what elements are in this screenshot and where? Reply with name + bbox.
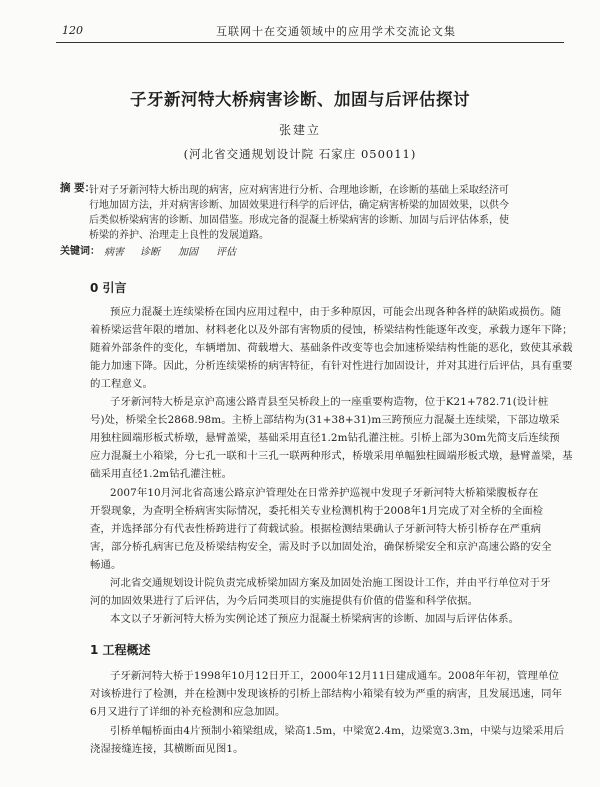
abstract-label: 摘 要：: [60, 182, 96, 194]
body-line: 着桥梁运营年限的增加、材料老化以及外部有害物质的侵蚀，桥梁结构性能逐年改变，承载力逐年下降；: [90, 324, 573, 336]
body-line: 用独柱圆端形板式桥墩，悬臂盖梁，基础采用直径1.2m钻孔灌注桩。引桥上部为30m先简支后连续预: [90, 432, 560, 444]
body-line: 子牙新河特大桥是京沪高速公路青县至吴桥段上的一座重要构造物，位于K21+782.71(设计桩: [110, 396, 549, 408]
body-line: 子牙新河特大桥于1998年10月12日开工，2000年12月11日建成通车。2008年年初，管理单位: [110, 670, 559, 682]
author-affiliation: (河北省交通规划设计院 石家庄 050011): [183, 147, 417, 161]
section-heading-intro: 0 引言: [90, 281, 127, 295]
abstract-line: 针对子牙新河特大桥出现的病害，应对病害进行分析、合理地诊断，在诊断的基础上采取经济可: [89, 185, 509, 196]
body-line: 对该桥进行了检测，并在检测中发现该桥的引桥上部结构小箱梁有较为严重的病害，且发展迅速，同年: [90, 688, 563, 700]
abstract-line: 后类似桥梁病害的诊断、加固借鉴。形成完备的混凝土桥梁病害的诊断、加固与后评估体系，使: [89, 215, 509, 226]
body-line: 预应力混凝土连续梁桥在国内应用过程中，由于多种原因，可能会出现各种各样的缺陷或损伤。随: [110, 306, 562, 318]
body-line: 引桥单幅桥面由4片预制小箱梁组成，梁高1.5m，中梁宽2.4m，边梁宽3.3m，中梁与边梁采用后: [110, 725, 565, 737]
section-heading-overview: 1 工程概述: [90, 643, 151, 657]
paper-title: 子牙新河特大桥病害诊断、加固与后评估探讨: [130, 90, 470, 109]
body-line: 浇湿接缝连接，其横断面见图1。: [90, 743, 244, 755]
body-line: 畅通。: [90, 559, 122, 571]
keyword: 评估: [216, 247, 236, 258]
body-line: 能力加速下降。因此，分析连续梁桥的病害特征，有针对性进行加固设计，并对其进行后评估，具有重要: [90, 360, 573, 372]
keyword: 加固: [178, 247, 198, 258]
page-number: 120: [62, 24, 83, 37]
body-line: 2007年10月河北省高速公路京沪管理处在日常养护巡视中发现子牙新河特大桥箱梁腹板存在: [110, 487, 539, 499]
body-line: 本文以子牙新河特大桥为实例论述了预应力混凝土桥梁病害的诊断、加固与后评估体系。: [110, 613, 520, 625]
keyword: 病害: [104, 247, 124, 258]
abstract-line: 桥梁的养护、治理走上良性的发展道路。: [89, 230, 269, 241]
body-line: 河的加固效果进行了后评估，为今后同类项目的实施提供有价值的借鉴和科学依据。: [90, 595, 479, 607]
body-line: 害，部分桥孔病害已危及桥梁结构安全，需及时予以加固处治，确保桥梁安全和京沪高速公路的安全: [90, 541, 552, 553]
body-line: 号)处，桥梁全长2868.98m。主桥上部结构为(31+38+31)m三跨预应力混凝土连续梁，下部边墩采: [90, 414, 560, 426]
body-line: 的工程意义。: [90, 378, 153, 390]
abstract-line: 行地加固方法，并对病害诊断、加固效果进行科学的后评估，确定病害桥梁的加固效果，以供今: [89, 200, 509, 211]
body-line: 河北省交通规划设计院负责完成桥梁加固方案及加固处治施工图设计工作，并由平行单位对于牙: [110, 577, 551, 589]
body-line: 开裂现象，为查明全桥病害实际情况，委托相关专业检测机构于2008年1月完成了对全桥的全面检: [90, 505, 544, 517]
body-line: 随着外部条件的变化，车辆增加、荷载增大、基础条件改变等也会加速桥梁结构性能的恶化，致使其承载: [90, 342, 573, 354]
body-line: 查，并选择部分有代表性桥跨进行了荷载试验。根据检测结果确认子牙新河特大桥引桥存在严重病: [90, 523, 542, 535]
author-name: 张建立: [278, 123, 321, 137]
body-line: 础采用直径1.2m钻孔灌注桩。: [90, 468, 233, 480]
keywords-label: 关键词：: [60, 246, 100, 257]
running-header: [56, 20, 564, 43]
journal-title: 互联网十在交通领域中的应用学术交流论文集: [216, 25, 456, 38]
body-line: 应力混凝土小箱梁，分七孔一联和十三孔一联两种形式，桥墩采用单幅独柱圆端形板式墩，悬臂盖梁，基: [90, 450, 573, 462]
keyword: 诊断: [140, 247, 160, 258]
body-line: 6月又进行了详细的补充检测和应急加固。: [90, 706, 286, 718]
